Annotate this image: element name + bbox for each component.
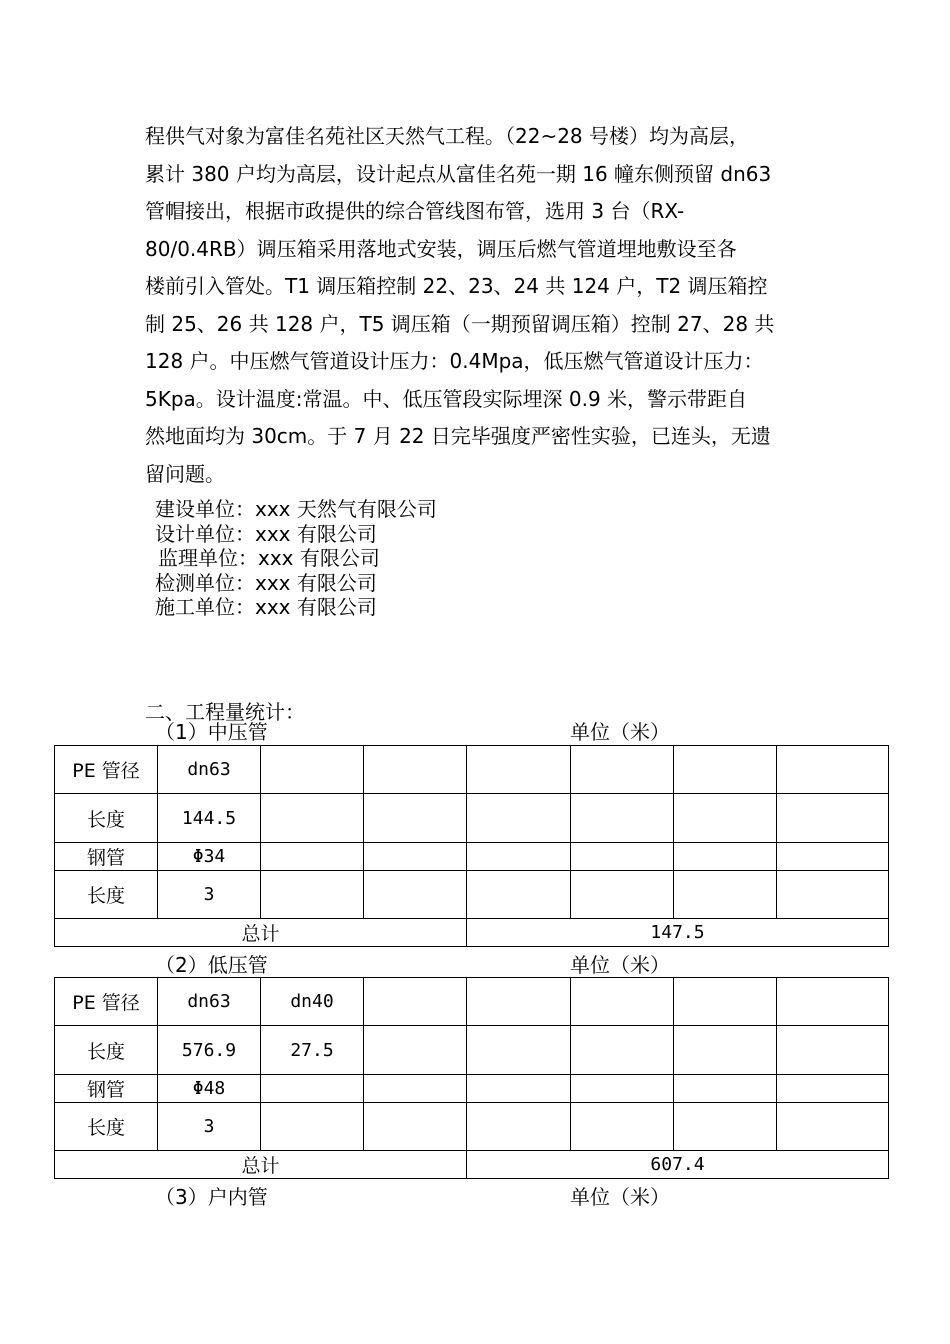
table-2-label: （2）低压管: [155, 953, 268, 977]
total-value: 147.5: [467, 919, 889, 947]
table-cell: [364, 1026, 467, 1075]
table-cell: [674, 843, 777, 871]
unit-supervision: 监理单位：xxx 有限公司: [158, 546, 380, 571]
table-2-unit-label: 单位（米）: [570, 953, 670, 977]
row-header: 长度: [55, 1103, 158, 1151]
table-cell: [777, 1103, 889, 1151]
table-cell: [777, 1075, 889, 1103]
paragraph-line: 然地面均为 30cm。于 7 月 22 日完毕强度严密性实验，已连头，无遗: [145, 424, 771, 448]
row-header: 长度: [55, 871, 158, 919]
table-1-label: （1）中压管: [155, 720, 268, 744]
unit-construction-owner: 建设单位：xxx 天然气有限公司: [155, 497, 437, 521]
low-pressure-table: [54, 977, 889, 1179]
paragraph-line: 留问题。: [145, 461, 225, 486]
table-row: [55, 1026, 889, 1075]
table-3-label: （3）户内管: [155, 1185, 268, 1209]
paragraph-line: 制 25、26 共 128 户，T5 调压箱（一期预留调压箱）控制 27、28 共: [145, 311, 775, 336]
table-cell: [777, 794, 889, 843]
table-cell: [674, 1103, 777, 1151]
table-cell: [571, 978, 674, 1026]
medium-pressure-table: [54, 745, 889, 947]
table-cell: Φ34: [158, 843, 261, 871]
paragraph-line: 5Kpa。设计温度:常温。中、低压管段实际埋深 0.9 米，警示带距自: [145, 386, 748, 411]
table-cell: [571, 794, 674, 843]
project-description: [145, 118, 845, 493]
row-header: 钢管: [55, 1075, 158, 1103]
total-value: 607.4: [467, 1151, 889, 1179]
row-header: PE 管径: [55, 978, 158, 1026]
paragraph-line: 楼前引入管处。T1 调压箱控制 22、23、24 共 124 户，T2 调压箱控: [145, 274, 768, 298]
table-cell: [571, 871, 674, 919]
unit-inspection: 检测单位：xxx 有限公司: [155, 570, 377, 595]
total-row: [55, 1151, 889, 1179]
table-cell: [777, 746, 889, 794]
table-cell: [261, 871, 364, 919]
table-cell: [467, 871, 571, 919]
table-cell: [261, 843, 364, 871]
table-cell: dn40: [261, 978, 364, 1026]
table-cell: 576.9: [158, 1026, 261, 1075]
table-cell: [777, 978, 889, 1026]
table-cell: [674, 746, 777, 794]
table-row: [55, 978, 889, 1026]
table-cell: 3: [158, 1103, 261, 1151]
row-header: 长度: [55, 1026, 158, 1075]
table-cell: dn63: [158, 746, 261, 794]
table-cell: [364, 843, 467, 871]
table-cell: [364, 794, 467, 843]
table-cell: [777, 871, 889, 919]
paragraph-line: 80/0.4RB）调压箱采用落地式安装，调压后燃气管道埋地敷设至各: [145, 236, 737, 261]
table-cell: [364, 1075, 467, 1103]
table-cell: [364, 746, 467, 794]
table-1-unit-label: 单位（米）: [570, 720, 670, 744]
row-header: 长度: [55, 794, 158, 843]
table-cell: [467, 1075, 571, 1103]
table-row: [55, 746, 889, 794]
table-row: [55, 871, 889, 919]
paragraph-line: 128 户。中压燃气管道设计压力：0.4Mpa，低压燃气管道设计压力：: [145, 349, 764, 373]
table-cell: [674, 1075, 777, 1103]
table-cell: [467, 794, 571, 843]
table-cell: [364, 871, 467, 919]
table-cell: [261, 746, 364, 794]
section-title: 二、工程量统计：: [145, 700, 305, 724]
table-cell: [674, 978, 777, 1026]
paragraph-line: 程供气对象为富佳名苑社区天然气工程。（22~28 号楼）均为高层，: [145, 124, 750, 148]
total-label: 总计: [55, 919, 467, 947]
table-cell: [261, 1103, 364, 1151]
table-row: [55, 1103, 889, 1151]
participating-units: [155, 497, 437, 620]
table-cell: [571, 1075, 674, 1103]
table-cell: 144.5: [158, 794, 261, 843]
table-cell: dn63: [158, 978, 261, 1026]
unit-design: 设计单位：xxx 有限公司: [155, 521, 377, 546]
table-cell: [261, 794, 364, 843]
table-cell: [674, 1026, 777, 1075]
unit-contractor: 施工单位：xxx 有限公司: [155, 595, 377, 620]
row-header: 钢管: [55, 843, 158, 871]
total-row: [55, 919, 889, 947]
table-cell: [364, 978, 467, 1026]
table-row: [55, 1075, 889, 1103]
table-cell: [467, 978, 571, 1026]
row-header: PE 管径: [55, 746, 158, 794]
table-cell: [467, 746, 571, 794]
paragraph-line: 累计 380 户均为高层，设计起点从富佳名苑一期 16 幢东侧预留 dn63: [145, 161, 772, 186]
table-cell: [364, 1103, 467, 1151]
table-cell: [674, 871, 777, 919]
table-3-unit-label: 单位（米）: [570, 1185, 670, 1209]
table-cell: [674, 794, 777, 843]
table-cell: [777, 843, 889, 871]
table-cell: [571, 843, 674, 871]
table-cell: [467, 1026, 571, 1075]
table-cell: [261, 1075, 364, 1103]
table-cell: Φ48: [158, 1075, 261, 1103]
table-cell: [777, 1026, 889, 1075]
table-cell: [467, 843, 571, 871]
table-cell: 27.5: [261, 1026, 364, 1075]
total-label: 总计: [55, 1151, 467, 1179]
table-cell: [571, 746, 674, 794]
paragraph-line: 管帽接出，根据市政提供的综合管线图布管，选用 3 台（RX-: [145, 199, 685, 223]
table-cell: [571, 1103, 674, 1151]
table-row: [55, 794, 889, 843]
table-cell: [467, 1103, 571, 1151]
table-cell: [571, 1026, 674, 1075]
table-row: [55, 843, 889, 871]
table-cell: 3: [158, 871, 261, 919]
